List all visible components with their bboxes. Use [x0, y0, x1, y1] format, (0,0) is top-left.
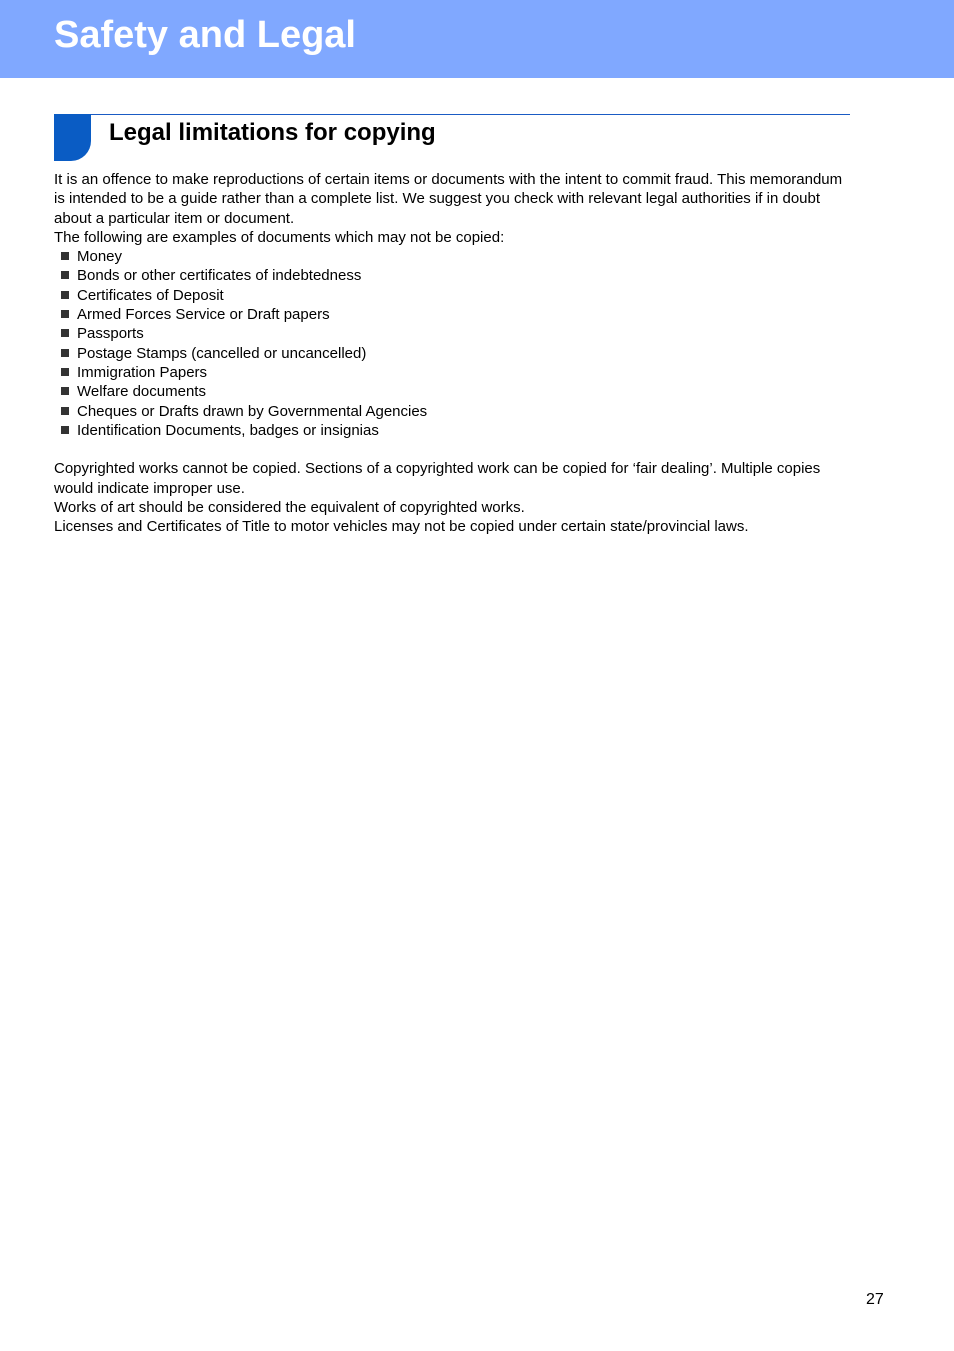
section-tab-marker	[54, 114, 91, 161]
body-content	[54, 170, 844, 537]
vehicle-licenses-paragraph: Licenses and Certificates of Title to motor vehicles may not be copied under certain state/provincial laws.	[54, 518, 749, 536]
bullet-square-icon	[61, 426, 69, 434]
list-item-text: Certificates of Deposit	[77, 286, 224, 304]
examples-intro: The following are examples of documents which may not be copied:	[54, 228, 505, 246]
list-item	[54, 344, 844, 363]
bullet-square-icon	[61, 387, 69, 395]
list-item-text: Armed Forces Service or Draft papers	[77, 306, 330, 324]
list-item	[54, 363, 844, 382]
bullet-square-icon	[61, 407, 69, 415]
bullet-square-icon	[61, 252, 69, 260]
list-item-text: Welfare documents	[77, 383, 206, 401]
page-title: Safety and Legal	[54, 14, 356, 56]
list-item	[54, 266, 844, 285]
list-item-text: Identification Documents, badges or insignias	[77, 421, 379, 439]
paragraph-spacer	[54, 440, 844, 459]
bullet-square-icon	[61, 329, 69, 337]
works-of-art-paragraph: Works of art should be considered the equivalent of copyrighted works.	[54, 499, 525, 517]
list-item-text: Bonds or other certificates of indebtedness	[77, 267, 362, 285]
list-item-text: Postage Stamps (cancelled or uncancelled)	[77, 344, 367, 362]
example-list	[54, 247, 844, 440]
list-item	[54, 286, 844, 305]
list-item	[54, 421, 844, 440]
bullet-square-icon	[61, 310, 69, 318]
intro-paragraph: It is an offence to make reproductions of certain items or documents with the intent to commit fraud. This memorandum is intended to be a guide rather than a complete list. We suggest you check with relevant legal authorities if in doubt about a particular item or document.	[54, 171, 843, 227]
list-item-text: Passports	[77, 325, 144, 343]
list-item	[54, 324, 844, 343]
page-header-banner	[0, 0, 954, 78]
list-item-text: Cheques or Drafts drawn by Governmental Agencies	[77, 402, 428, 420]
list-item	[54, 305, 844, 324]
bullet-square-icon	[61, 368, 69, 376]
section-heading: Legal limitations for copying	[109, 119, 436, 146]
list-item	[54, 247, 844, 266]
bullet-square-icon	[61, 349, 69, 357]
list-item	[54, 402, 844, 421]
section-divider	[54, 114, 850, 115]
page-number: 27	[866, 1291, 884, 1308]
copyright-paragraph: Copyrighted works cannot be copied. Sections of a copyrighted work can be copied for ‘fair dealing’. Multiple copies would indicate improper use.	[54, 460, 821, 497]
list-item-text: Immigration Papers	[77, 363, 208, 381]
bullet-square-icon	[61, 291, 69, 299]
list-item-text: Money	[77, 248, 123, 266]
bullet-square-icon	[61, 271, 69, 279]
list-item	[54, 382, 844, 401]
